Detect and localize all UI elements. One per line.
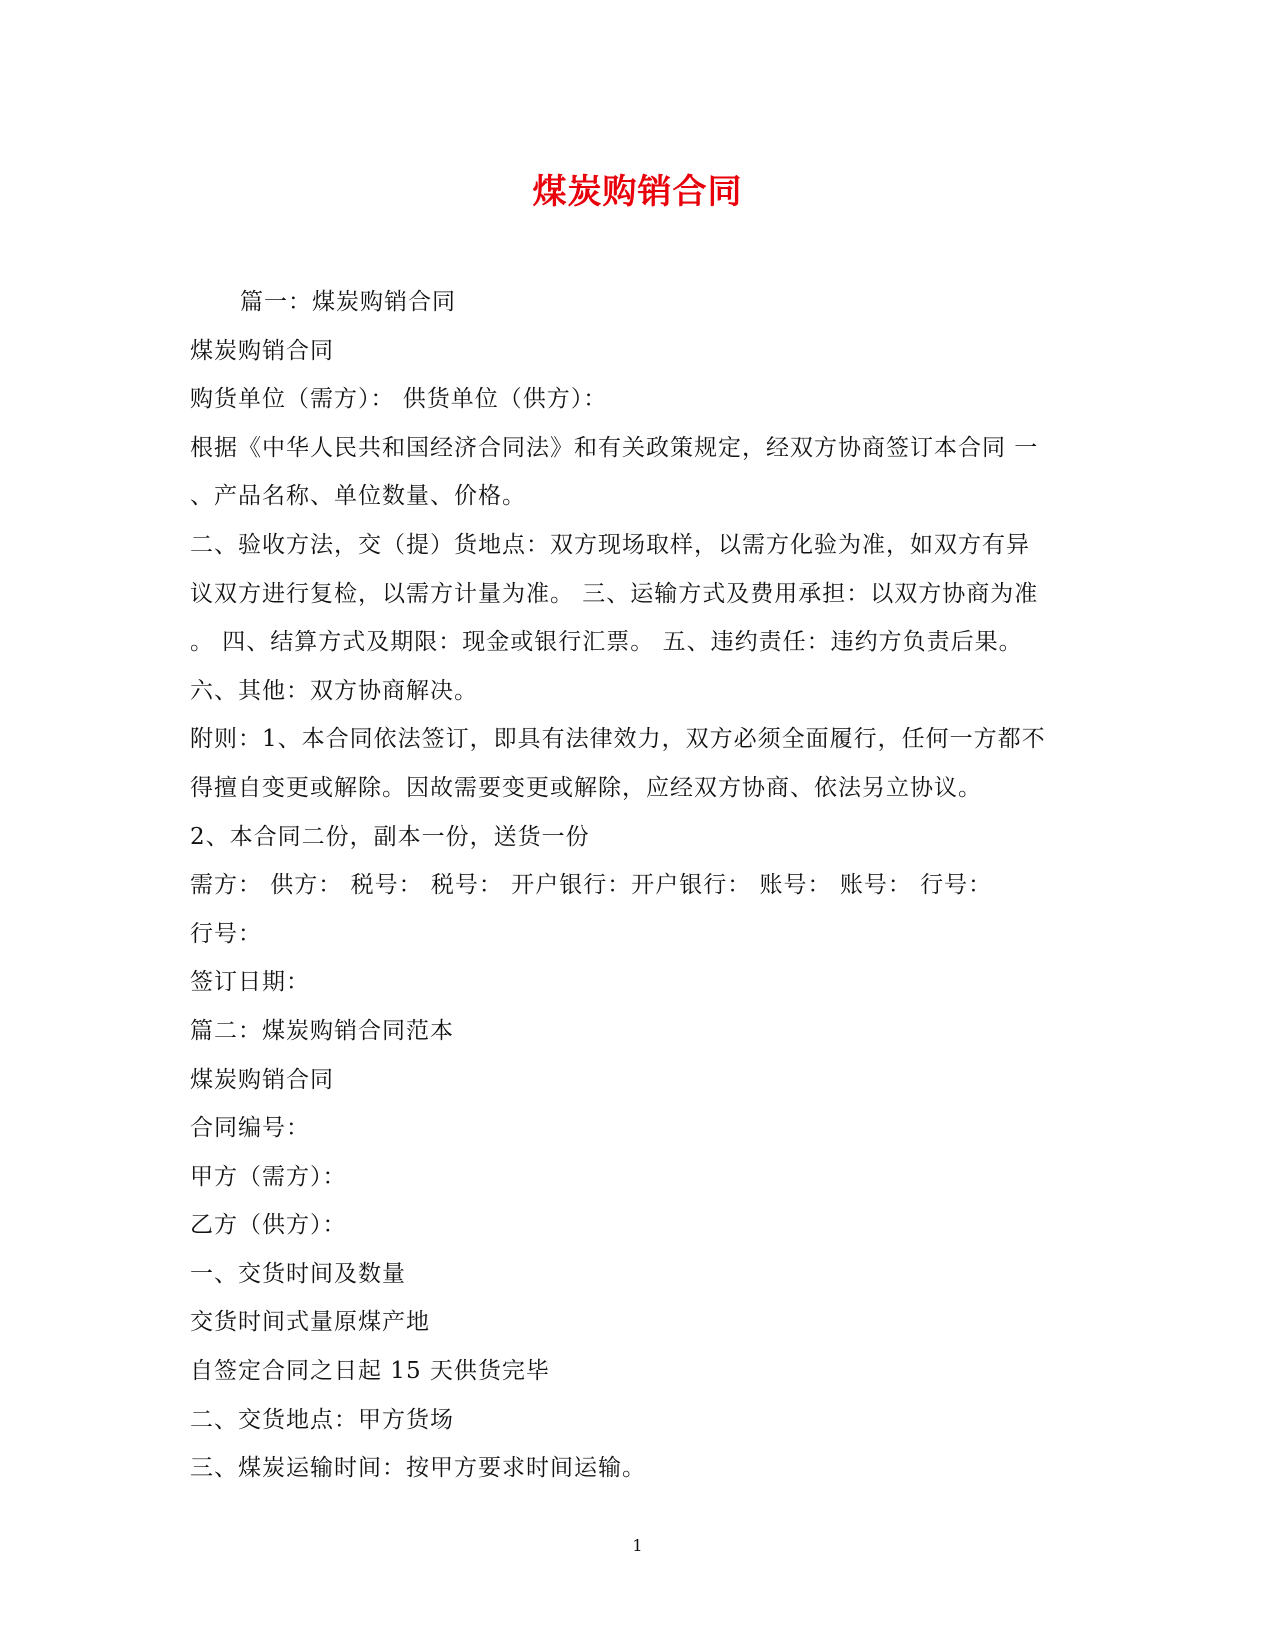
body-line: 根据《中华人民共和国经济合同法》和有关政策规定，经双方协商签订本合同 一 (190, 434, 1039, 461)
body-line: 合同编号： (190, 1115, 310, 1142)
body-line: 二、验收方法，交（提）货地点：双方现场取样，以需方化验为准，如双方有异 (190, 531, 1030, 558)
body-line: 议双方进行复检，以需方计量为准。 三、运输方式及费用承担：以双方协商为准 (190, 580, 1039, 607)
body-line: 。 四、结算方式及期限：现金或银行汇票。 五、违约责任：违约方负责后果。 (190, 629, 1023, 656)
body-line: 煤炭购销合同 (190, 337, 334, 364)
document-title: 煤炭购销合同 (532, 172, 743, 212)
body-line: 篇一：煤炭购销合同 (240, 289, 456, 315)
page-number: 1 (632, 1536, 643, 1555)
body-line: 一、交货时间及数量 (190, 1260, 406, 1287)
body-line: 三、煤炭运输时间：按甲方要求时间运输。 (190, 1455, 646, 1482)
body-line: 六、其他：双方协商解决。 (190, 677, 478, 704)
body-line: 二、交货地点：甲方货场 (190, 1406, 454, 1433)
body-line: 自签定合同之日起 15 天供货完毕 (190, 1358, 550, 1385)
body-line: 签订日期： (190, 969, 310, 996)
document-body (190, 278, 1090, 1493)
body-line: 得擅自变更或解除。因故需要变更或解除，应经双方协商、依法另立协议。 (190, 774, 982, 801)
body-line: 篇二：煤炭购销合同范本 (190, 1017, 454, 1044)
body-line: 2、本合同二份，副本一份，送货一份 (190, 823, 590, 850)
body-line: 附则：1、本合同依法签订，即具有法律效力，双方必须全面履行，任何一方都不 (190, 726, 1046, 753)
body-line: 乙方（供方）： (190, 1212, 347, 1239)
body-line: 需方： 供方： 税号： 税号： 开户银行：开户银行： 账号： 账号： 行号： (190, 872, 993, 899)
body-line: 、产品名称、单位数量、价格。 (190, 483, 526, 510)
body-line: 煤炭购销合同 (190, 1066, 334, 1093)
body-line: 交货时间式量原煤产地 (190, 1309, 430, 1336)
body-line: 购货单位（需方）： 供货单位（供方）： (190, 386, 608, 413)
body-line: 行号： (190, 920, 262, 947)
body-line: 甲方（需方）： (190, 1163, 347, 1190)
